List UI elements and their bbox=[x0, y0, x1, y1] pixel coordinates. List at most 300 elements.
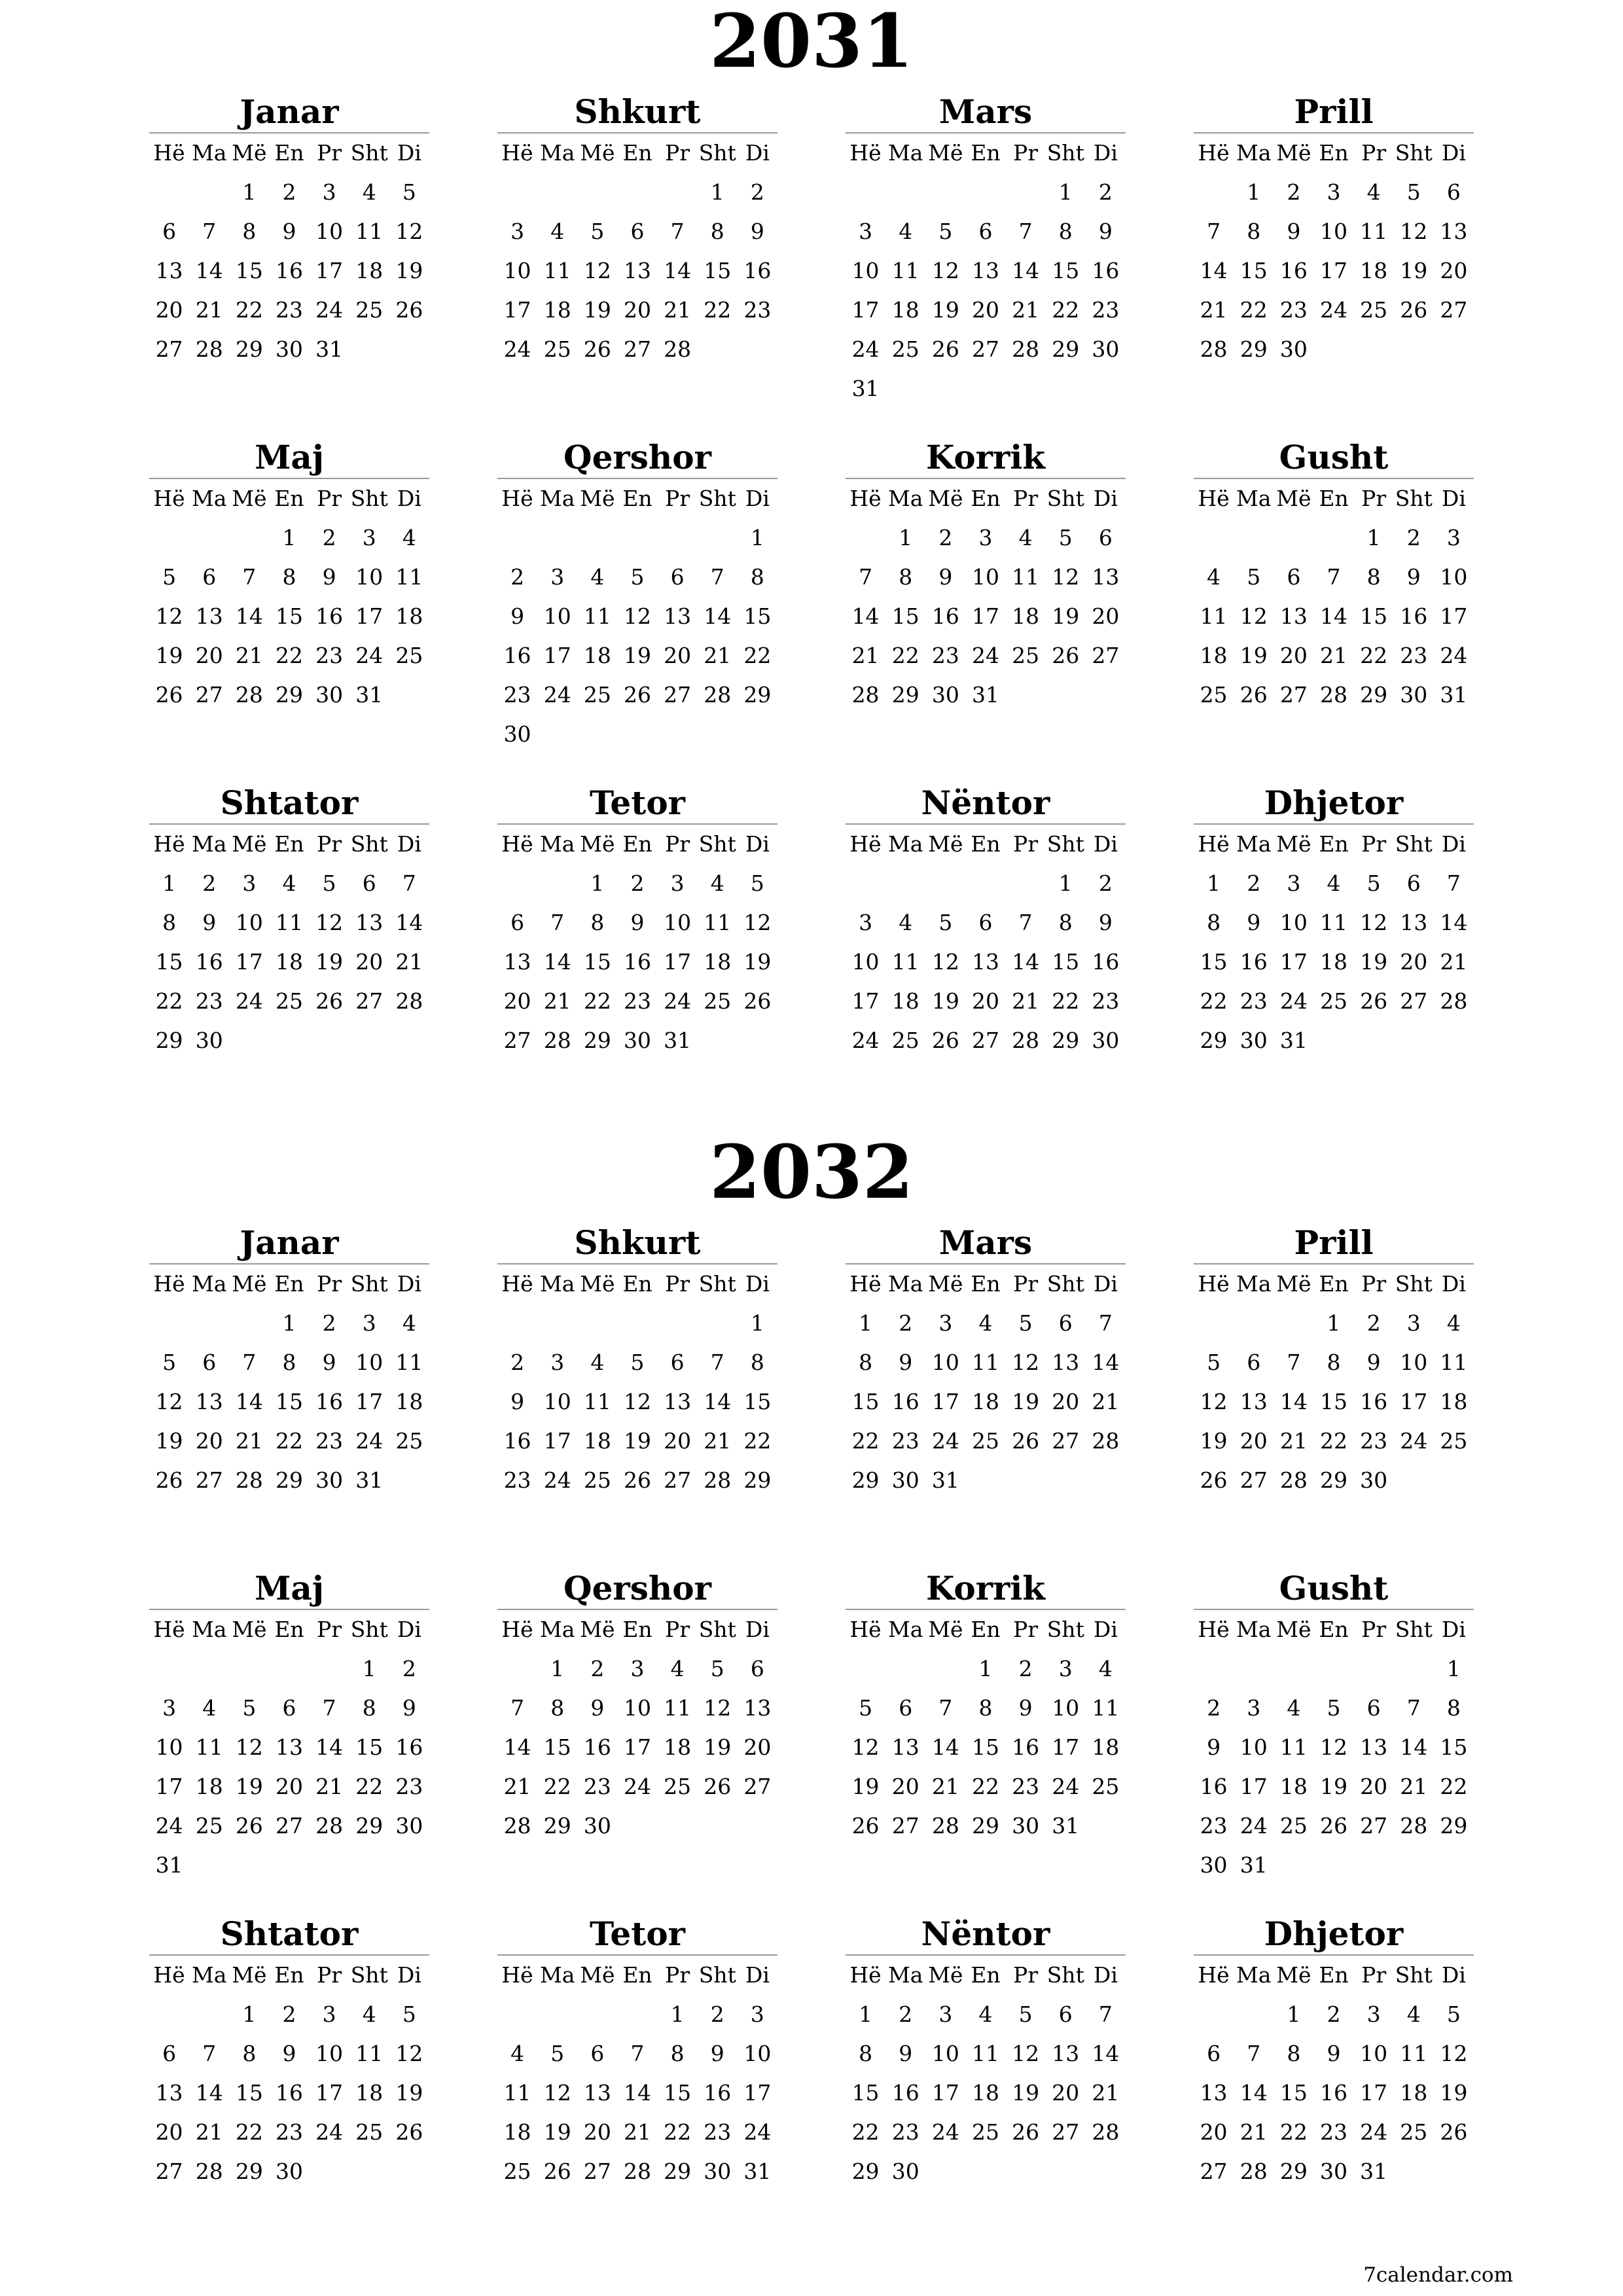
weekday-header: En bbox=[1319, 831, 1349, 857]
day-cell: 8 bbox=[859, 2041, 873, 2066]
month-2032-5 bbox=[149, 1568, 429, 1885]
weekday-header: Pr bbox=[665, 831, 690, 857]
day-cell: 18 bbox=[355, 258, 383, 283]
day-cell: 3 bbox=[362, 525, 376, 550]
month-2032-10 bbox=[497, 1914, 777, 2191]
day-cell: 12 bbox=[1240, 603, 1268, 629]
day-cell: 30 bbox=[583, 1813, 611, 1839]
weekday-header: Di bbox=[1441, 140, 1466, 166]
day-cell: 17 bbox=[503, 297, 531, 323]
day-cell: 4 bbox=[590, 564, 605, 590]
weekday-header: Ma bbox=[887, 1962, 923, 1988]
weekday-header: Pr bbox=[1013, 831, 1039, 857]
day-cell: 13 bbox=[195, 1389, 223, 1414]
day-cell: 3 bbox=[362, 1310, 376, 1336]
weekday-header: En bbox=[622, 1962, 652, 1988]
day-cell: 30 bbox=[623, 1028, 651, 1053]
weekday-header: En bbox=[274, 1271, 304, 1297]
weekday-header: Hë bbox=[501, 1617, 533, 1642]
day-cell: 13 bbox=[1200, 2080, 1228, 2106]
day-cell: 31 bbox=[851, 376, 880, 401]
day-cell: 13 bbox=[155, 258, 183, 283]
day-cell: 30 bbox=[891, 2159, 919, 2184]
day-cell: 22 bbox=[1279, 2119, 1308, 2145]
day-cell: 24 bbox=[1440, 643, 1468, 668]
empty-cell bbox=[617, 1995, 657, 2034]
day-cell: 31 bbox=[355, 682, 383, 708]
weekday-header: Ma bbox=[1236, 1962, 1272, 1988]
day-cell: 10 bbox=[315, 219, 344, 244]
day-cell: 17 bbox=[743, 2080, 772, 2106]
day-cell: 10 bbox=[971, 564, 999, 590]
day-cell: 22 bbox=[1240, 297, 1268, 323]
day-cell: 8 bbox=[750, 1350, 764, 1375]
day-cell: 28 bbox=[704, 682, 732, 708]
weekday-header: Hë bbox=[501, 831, 533, 857]
day-cell: 27 bbox=[1052, 2119, 1080, 2145]
day-cell: 19 bbox=[743, 949, 772, 975]
day-cell: 28 bbox=[1092, 1428, 1120, 1454]
weekday-header: Më bbox=[580, 1271, 615, 1297]
day-cell: 31 bbox=[1240, 1852, 1268, 1878]
weekday-header: Hë bbox=[1198, 1617, 1230, 1642]
day-cell: 7 bbox=[550, 910, 565, 935]
day-cell: 17 bbox=[1319, 258, 1347, 283]
day-cell: 3 bbox=[242, 870, 257, 896]
day-cell: 16 bbox=[1092, 949, 1120, 975]
day-cell: 3 bbox=[550, 564, 565, 590]
day-cell: 2 bbox=[1098, 179, 1113, 205]
empty-cell bbox=[698, 1304, 738, 1343]
weekday-header: Hë bbox=[849, 140, 882, 166]
day-cell: 11 bbox=[664, 1695, 692, 1721]
day-cell: 5 bbox=[402, 2001, 416, 2027]
day-grid bbox=[1194, 825, 1474, 1060]
day-grid bbox=[846, 134, 1126, 408]
day-cell: 25 bbox=[1012, 643, 1040, 668]
day-grid bbox=[1194, 479, 1474, 715]
weekday-header: Di bbox=[397, 1962, 421, 1988]
weekday-header: Sht bbox=[698, 831, 736, 857]
weekday-header: En bbox=[971, 1271, 1001, 1297]
empty-cell bbox=[658, 1304, 698, 1343]
day-cell: 4 bbox=[590, 1350, 605, 1375]
day-cell: 25 bbox=[395, 1428, 423, 1454]
weekday-header: Pr bbox=[1361, 831, 1387, 857]
day-cell: 22 bbox=[1052, 988, 1080, 1014]
day-cell: 24 bbox=[355, 643, 383, 668]
day-cell: 23 bbox=[1279, 297, 1308, 323]
month-name: Shtator bbox=[220, 1914, 359, 1953]
day-cell: 29 bbox=[1319, 1467, 1347, 1493]
day-grid bbox=[497, 825, 777, 1060]
day-cell: 12 bbox=[1200, 1389, 1228, 1414]
day-cell: 13 bbox=[503, 949, 531, 975]
day-cell: 13 bbox=[1052, 1350, 1080, 1375]
day-cell: 30 bbox=[315, 1467, 344, 1493]
day-cell: 9 bbox=[590, 1695, 605, 1721]
weekday-header: Më bbox=[580, 1962, 615, 1988]
weekday-header: En bbox=[274, 486, 304, 511]
day-cell: 28 bbox=[195, 2159, 223, 2184]
day-cell: 3 bbox=[859, 910, 873, 935]
day-cell: 21 bbox=[1092, 2080, 1120, 2106]
day-cell: 22 bbox=[704, 297, 732, 323]
empty-cell bbox=[1194, 518, 1234, 558]
day-cell: 26 bbox=[623, 1467, 651, 1493]
day-cell: 26 bbox=[155, 682, 183, 708]
day-cell: 24 bbox=[503, 336, 531, 362]
day-cell: 21 bbox=[315, 1774, 344, 1799]
weekday-header: Sht bbox=[698, 1271, 736, 1297]
day-cell: 18 bbox=[1092, 1734, 1120, 1760]
day-cell: 6 bbox=[202, 1350, 217, 1375]
day-cell: 26 bbox=[155, 1467, 183, 1493]
weekday-header: Pr bbox=[317, 140, 342, 166]
day-cell: 20 bbox=[664, 1428, 692, 1454]
empty-cell bbox=[658, 173, 698, 212]
day-cell: 6 bbox=[978, 910, 993, 935]
month-2032-7 bbox=[846, 1568, 1126, 1846]
day-cell: 14 bbox=[931, 1734, 959, 1760]
day-cell: 21 bbox=[195, 297, 223, 323]
day-cell: 6 bbox=[1287, 564, 1301, 590]
day-cell: 17 bbox=[664, 949, 692, 975]
day-cell: 12 bbox=[543, 2080, 571, 2106]
month-2031-11 bbox=[846, 783, 1126, 1060]
day-cell: 20 bbox=[971, 988, 999, 1014]
day-cell: 20 bbox=[155, 2119, 183, 2145]
day-cell: 5 bbox=[1018, 1310, 1033, 1336]
weekday-header: Ma bbox=[1236, 1271, 1272, 1297]
day-cell: 24 bbox=[931, 2119, 959, 2145]
day-cell: 13 bbox=[664, 1389, 692, 1414]
day-cell: 7 bbox=[242, 564, 257, 590]
day-cell: 28 bbox=[1012, 336, 1040, 362]
day-cell: 19 bbox=[931, 988, 959, 1014]
day-cell: 28 bbox=[1092, 2119, 1120, 2145]
day-cell: 6 bbox=[630, 219, 645, 244]
day-cell: 2 bbox=[322, 525, 336, 550]
day-cell: 27 bbox=[1440, 297, 1468, 323]
day-cell: 16 bbox=[891, 1389, 919, 1414]
day-cell: 11 bbox=[355, 2041, 383, 2066]
day-cell: 4 bbox=[402, 1310, 416, 1336]
weekday-header: Ma bbox=[191, 486, 227, 511]
day-cell: 30 bbox=[931, 682, 959, 708]
day-cell: 18 bbox=[664, 1734, 692, 1760]
month-2031-5 bbox=[149, 437, 429, 715]
weekday-header: Pr bbox=[317, 1271, 342, 1297]
day-grid bbox=[149, 1610, 429, 1885]
day-cell: 8 bbox=[550, 1695, 565, 1721]
day-cell: 13 bbox=[664, 603, 692, 629]
month-2032-11 bbox=[846, 1914, 1126, 2191]
day-cell: 21 bbox=[1240, 2119, 1268, 2145]
weekday-header: Pr bbox=[665, 1962, 690, 1988]
empty-cell bbox=[229, 1649, 269, 1689]
day-cell: 2 bbox=[750, 179, 764, 205]
day-cell: 22 bbox=[1200, 988, 1228, 1014]
day-cell: 26 bbox=[1200, 1467, 1228, 1493]
weekday-header: Sht bbox=[350, 1617, 388, 1642]
day-cell: 13 bbox=[743, 1695, 772, 1721]
day-cell: 1 bbox=[1366, 525, 1381, 550]
weekday-header: Më bbox=[580, 1617, 615, 1642]
day-cell: 22 bbox=[1360, 643, 1388, 668]
empty-cell bbox=[149, 1995, 189, 2034]
day-cell: 19 bbox=[155, 1428, 183, 1454]
weekday-header: Pr bbox=[665, 486, 690, 511]
day-cell: 17 bbox=[315, 258, 344, 283]
year-title: 2032 bbox=[709, 1130, 914, 1215]
day-cell: 21 bbox=[503, 1774, 531, 1799]
day-cell: 24 bbox=[1319, 297, 1347, 323]
day-cell: 29 bbox=[583, 1028, 611, 1053]
month-2032-1 bbox=[149, 1223, 429, 1500]
day-cell: 15 bbox=[704, 258, 732, 283]
day-cell: 12 bbox=[1319, 1734, 1347, 1760]
day-cell: 11 bbox=[395, 564, 423, 590]
day-cell: 15 bbox=[275, 1389, 303, 1414]
day-cell: 1 bbox=[899, 525, 913, 550]
day-cell: 5 bbox=[162, 564, 177, 590]
month-name: Prill bbox=[1294, 1223, 1374, 1262]
day-cell: 24 bbox=[315, 2119, 344, 2145]
day-cell: 14 bbox=[235, 1389, 263, 1414]
day-cell: 9 bbox=[1098, 219, 1113, 244]
day-cell: 24 bbox=[355, 1428, 383, 1454]
day-cell: 29 bbox=[1279, 2159, 1308, 2184]
day-cell: 17 bbox=[155, 1774, 183, 1799]
day-cell: 2 bbox=[1366, 1310, 1381, 1336]
day-cell: 20 bbox=[1092, 603, 1120, 629]
day-cell: 10 bbox=[1400, 1350, 1428, 1375]
day-cell: 21 bbox=[1440, 949, 1468, 975]
day-cell: 13 bbox=[891, 1734, 919, 1760]
day-cell: 10 bbox=[1440, 564, 1468, 590]
weekday-header: Më bbox=[1276, 831, 1311, 857]
day-cell: 1 bbox=[590, 870, 605, 896]
day-cell: 16 bbox=[704, 2080, 732, 2106]
weekday-header: Pr bbox=[317, 486, 342, 511]
weekday-header: Pr bbox=[1361, 1962, 1387, 1988]
month-2032-12 bbox=[1194, 1914, 1474, 2191]
day-cell: 20 bbox=[1052, 2080, 1080, 2106]
day-cell: 29 bbox=[235, 2159, 263, 2184]
day-cell: 1 bbox=[1058, 870, 1073, 896]
empty-cell bbox=[577, 1304, 617, 1343]
weekday-header: Më bbox=[1276, 140, 1311, 166]
weekday-header: Më bbox=[1276, 486, 1311, 511]
day-cell: 1 bbox=[282, 525, 296, 550]
day-cell: 16 bbox=[275, 2080, 303, 2106]
day-cell: 22 bbox=[235, 2119, 263, 2145]
weekday-header: Hë bbox=[153, 1271, 185, 1297]
day-cell: 29 bbox=[155, 1028, 183, 1053]
day-cell: 17 bbox=[1052, 1734, 1080, 1760]
empty-cell bbox=[189, 173, 229, 212]
day-cell: 26 bbox=[395, 297, 423, 323]
empty-cell bbox=[885, 1649, 925, 1689]
month-2032-4 bbox=[1194, 1223, 1474, 1500]
weekday-header: Di bbox=[1441, 486, 1466, 511]
month-name: Mars bbox=[938, 1223, 1033, 1262]
day-cell: 1 bbox=[1207, 870, 1221, 896]
day-cell: 14 bbox=[1092, 1350, 1120, 1375]
weekday-header: Di bbox=[397, 486, 421, 511]
empty-cell bbox=[1006, 173, 1046, 212]
day-cell: 16 bbox=[395, 1734, 423, 1760]
day-cell: 26 bbox=[1400, 297, 1428, 323]
weekday-header: Di bbox=[397, 1271, 421, 1297]
day-cell: 22 bbox=[851, 2119, 880, 2145]
day-cell: 2 bbox=[510, 1350, 525, 1375]
day-cell: 13 bbox=[155, 2080, 183, 2106]
day-cell: 31 bbox=[155, 1852, 183, 1878]
day-cell: 14 bbox=[543, 949, 571, 975]
day-cell: 17 bbox=[851, 297, 880, 323]
day-cell: 1 bbox=[282, 1310, 296, 1336]
day-cell: 20 bbox=[503, 988, 531, 1014]
day-cell: 1 bbox=[1446, 1656, 1461, 1681]
day-cell: 2 bbox=[510, 564, 525, 590]
day-cell: 10 bbox=[851, 949, 880, 975]
day-cell: 18 bbox=[1360, 258, 1388, 283]
empty-cell bbox=[1194, 1304, 1234, 1343]
day-cell: 24 bbox=[315, 297, 344, 323]
month-2031-2 bbox=[497, 92, 777, 369]
day-cell: 24 bbox=[1279, 988, 1308, 1014]
empty-cell bbox=[965, 173, 1005, 212]
day-cell: 15 bbox=[851, 2080, 880, 2106]
day-cell: 15 bbox=[583, 949, 611, 975]
day-cell: 8 bbox=[1287, 2041, 1301, 2066]
day-cell: 11 bbox=[891, 949, 919, 975]
day-cell: 1 bbox=[242, 2001, 257, 2027]
day-cell: 7 bbox=[1098, 2001, 1113, 2027]
day-cell: 28 bbox=[195, 336, 223, 362]
day-cell: 16 bbox=[583, 1734, 611, 1760]
day-cell: 29 bbox=[275, 1467, 303, 1493]
day-cell: 13 bbox=[971, 949, 999, 975]
day-cell: 23 bbox=[583, 1774, 611, 1799]
weekday-header: Di bbox=[745, 1617, 770, 1642]
empty-cell bbox=[1234, 1995, 1274, 2034]
day-cell: 30 bbox=[195, 1028, 223, 1053]
day-cell: 16 bbox=[275, 258, 303, 283]
day-cell: 1 bbox=[859, 2001, 873, 2027]
day-cell: 17 bbox=[235, 949, 263, 975]
day-cell: 4 bbox=[282, 870, 296, 896]
empty-cell bbox=[846, 173, 885, 212]
day-cell: 9 bbox=[938, 564, 953, 590]
day-cell: 18 bbox=[583, 1428, 611, 1454]
weekday-header: Sht bbox=[1395, 831, 1433, 857]
day-cell: 26 bbox=[315, 988, 344, 1014]
day-cell: 9 bbox=[1247, 910, 1261, 935]
day-cell: 9 bbox=[510, 1389, 525, 1414]
day-cell: 13 bbox=[355, 910, 383, 935]
weekday-header: Pr bbox=[1361, 486, 1387, 511]
day-cell: 27 bbox=[664, 1467, 692, 1493]
weekday-header: Ma bbox=[887, 140, 923, 166]
month-2032-6 bbox=[497, 1568, 777, 1846]
weekday-header: En bbox=[622, 1617, 652, 1642]
day-grid bbox=[1194, 1610, 1474, 1885]
month-name: Shkurt bbox=[574, 92, 701, 131]
day-cell: 16 bbox=[1400, 603, 1428, 629]
day-cell: 8 bbox=[590, 910, 605, 935]
day-cell: 23 bbox=[1400, 643, 1428, 668]
day-cell: 5 bbox=[1327, 1695, 1341, 1721]
empty-cell bbox=[497, 1304, 537, 1343]
month-name: Maj bbox=[255, 1569, 324, 1607]
day-cell: 27 bbox=[155, 2159, 183, 2184]
day-cell: 28 bbox=[1319, 682, 1347, 708]
weekday-header: Ma bbox=[191, 1271, 227, 1297]
weekday-header: Sht bbox=[1046, 1271, 1084, 1297]
day-cell: 6 bbox=[1446, 179, 1461, 205]
day-cell: 21 bbox=[235, 643, 263, 668]
day-cell: 9 bbox=[1366, 1350, 1381, 1375]
day-cell: 25 bbox=[1440, 1428, 1468, 1454]
month-name: Nëntor bbox=[921, 1914, 1050, 1953]
month-name: Nëntor bbox=[921, 783, 1050, 822]
day-cell: 17 bbox=[931, 2080, 959, 2106]
weekday-header: Hë bbox=[1198, 1271, 1230, 1297]
empty-cell bbox=[658, 518, 698, 558]
day-cell: 24 bbox=[851, 1028, 880, 1053]
day-cell: 13 bbox=[971, 258, 999, 283]
day-cell: 29 bbox=[1052, 1028, 1080, 1053]
day-cell: 27 bbox=[743, 1774, 772, 1799]
empty-cell bbox=[1234, 518, 1274, 558]
weekday-header: En bbox=[1319, 1271, 1349, 1297]
day-cell: 4 bbox=[510, 2041, 525, 2066]
day-cell: 30 bbox=[1279, 336, 1308, 362]
day-cell: 1 bbox=[750, 525, 764, 550]
day-cell: 1 bbox=[550, 1656, 565, 1681]
weekday-header: Më bbox=[232, 486, 267, 511]
day-cell: 27 bbox=[1052, 1428, 1080, 1454]
day-cell: 8 bbox=[1366, 564, 1381, 590]
day-cell: 15 bbox=[971, 1734, 999, 1760]
day-cell: 11 bbox=[355, 219, 383, 244]
day-cell: 31 bbox=[743, 2159, 772, 2184]
day-cell: 12 bbox=[851, 1734, 880, 1760]
weekday-header: Pr bbox=[1361, 1617, 1387, 1642]
day-cell: 6 bbox=[202, 564, 217, 590]
day-cell: 6 bbox=[1207, 2041, 1221, 2066]
day-cell: 5 bbox=[1446, 2001, 1461, 2027]
day-cell: 5 bbox=[1207, 1350, 1221, 1375]
weekday-header: Pr bbox=[665, 1271, 690, 1297]
day-cell: 15 bbox=[1440, 1734, 1468, 1760]
day-cell: 20 bbox=[623, 297, 651, 323]
day-cell: 26 bbox=[931, 336, 959, 362]
day-cell: 3 bbox=[938, 2001, 953, 2027]
empty-cell bbox=[617, 173, 657, 212]
day-cell: 10 bbox=[931, 1350, 959, 1375]
day-cell: 24 bbox=[851, 336, 880, 362]
day-cell: 7 bbox=[1018, 219, 1033, 244]
weekday-header: Hë bbox=[1198, 1962, 1230, 1988]
day-cell: 20 bbox=[1360, 1774, 1388, 1799]
weekday-header: Hë bbox=[849, 486, 882, 511]
weekday-header: Ma bbox=[887, 486, 923, 511]
day-cell: 2 bbox=[202, 870, 217, 896]
